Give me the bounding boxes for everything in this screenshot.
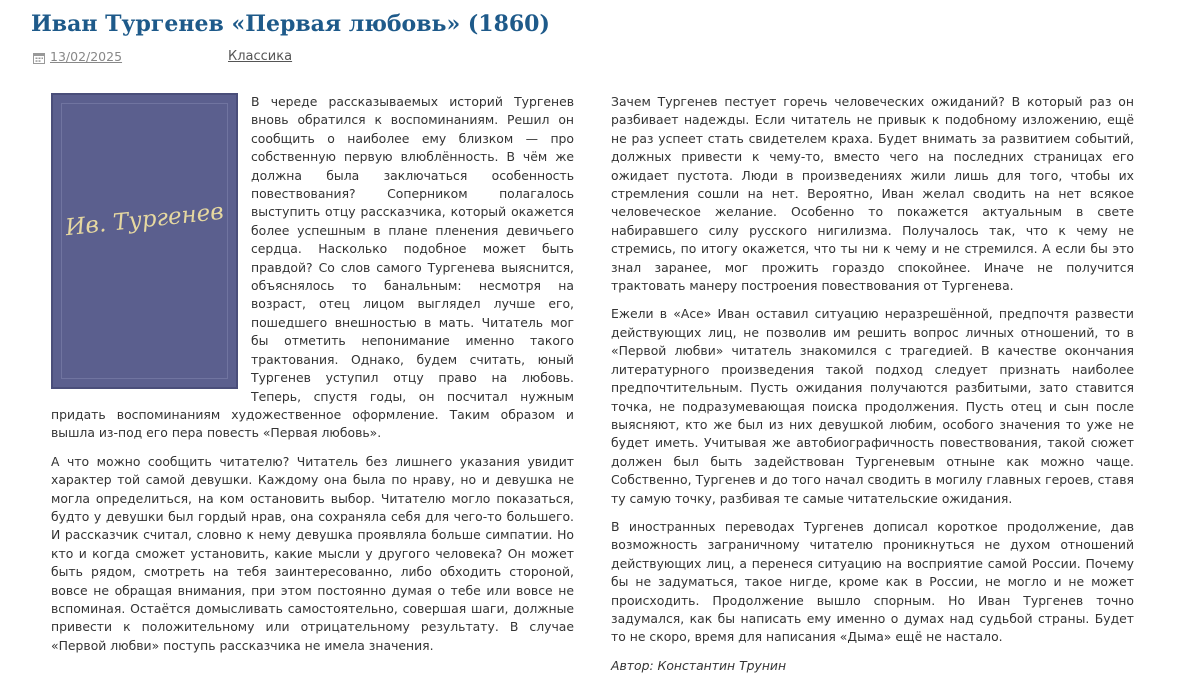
calendar-icon [33,51,45,63]
paragraph: Зачем Тургенев пестует горечь человеческих ожиданий? В который раз он разбивает надежды. Если читатель не привык к подобному изложению, ещё не раз успеет стать свидетелем краха. Будет внимать за развитием событий, должных привести к чему-то, вместо чего на последних страницах его ожидает пустота. Люди в произведениях жили лишь для того, чтобы их стремления сошли на нет. Вероятно, Иван желал сводить на нет всякое человеческое желание. Особенно то покажется актуальным в свете набиравшего силу русского нигилизма. Получалось так, что к чему не стремись, по итогу окажется, что ты ни к чему и не стремился. А если бы это знал заранее, мог прожить гораздо спокойнее. Иначе не получится трактовать манеру построения повествования от Тургенева. [611,94,1134,294]
paragraph: А что можно сообщить читателю? Читатель без лишнего указания увидит характер той самой девушки. Каждому она была по нраву, но и девушка не могла определиться, на ком остановить выбор. Читателю могло показаться, будто у девушки был гордый нрав, она сохраняла себя для чего-то большего. И рассказчик считал, словно к нему девушка проявляла больше симпатии. Но кто и когда сможет установить, какие мысли у другого человека? Он может быть рядом, смотреть на тебя заинтересованно, либо обходить стороной, вовсе не обращая внимания, при этом постоянно думая о тебе или вовсе не вспоминая. Остаётся домысливать самостоятельно, совершая шаги, должные привести к положительному или отрицательному результату. В случае «Первой любви» поступь рассказчика не имела значения. [51,453,574,653]
post-date-text[interactable]: 13/02/2025 [50,49,123,64]
category-link[interactable]: Классика [228,49,293,64]
paragraph: Ежели в «Асе» Иван оставил ситуацию неразрешённой, предпочтя развести действующих лиц, не позволив им решить вопрос личных отношений, то в «Первой любви» читатель знакомился с трагедией. В качестве окончания литературного произведения такой подход следует признать наиболее предпочтительным. Пусть ожидания получаются разбитыми, зато ставится точка, не подразумевающая поиска продолжения. Пусть отец и сын после выясняют, кто же был из них девушкой любим, особого значения то уже не будет иметь. Учитывая же автобиографичность повествования, такой сюжет должен был быть задействован Тургеневым отныне как можно чаще. Собственно, Тургенев и до того начал сводить в могилу главных героев, ставя ту самую точку, разбивая те самые читательские ожидания. [611,306,1134,506]
article-right-column [611,93,1134,675]
article-left-column [51,93,574,665]
cover-signature: Ив. Тургенев [64,198,225,242]
paragraph: В иностранных переводах Тургенев дописал короткое продолжение, дав возможность заграничному читателю проникнуться не духом отношений действующих лиц, а перенеся ситуацию на восприятие самой России. Почему бы не задуматься, такое нигде, кроме как в России, не могло и не может происходить. Продолжение вышло спорным. Но Иван Тургенев точно задумался, как бы написать ему именно о думах над судьбой страны. Будет то не скоро, время для написания «Дыма» ещё не настало. [611,518,1134,645]
book-cover-image [51,93,238,389]
cover-frame [61,103,228,379]
author-credit: Автор: Константин Трунин [611,657,787,673]
post-date[interactable] [33,48,122,66]
page-title: Иван Тургенев «Первая любовь» (1860) [31,11,550,37]
paragraph: В череде рассказываемых историй Тургенев вновь обратился к воспоминаниям. Решил он сообщить о наиболее ему близком — про собственную первую влюблённость. В чём же должна была заключаться особенность повествования? Соперником полагалось выступить отцу рассказчика, который окажется более успешным в плане пленения девичьего сердца. Насколько подобное может быть правдой? Со слов самого Тургенева выяснится, объяснялось то банальным: несмотря на возраст, отец лицом выглядел лучше его, пошедшего внешностью в мать. Читатель мог бы отметить непонимание именно такого трактования. Однако, будем считать, юный Тургенев уступил отцу право на любовь. Теперь, спустя годы, он посчитал нужным придать воспоминаниям художественное оформление. Таким образом и вышла из-под его пера повесть «Первая любовь». [51,94,574,441]
